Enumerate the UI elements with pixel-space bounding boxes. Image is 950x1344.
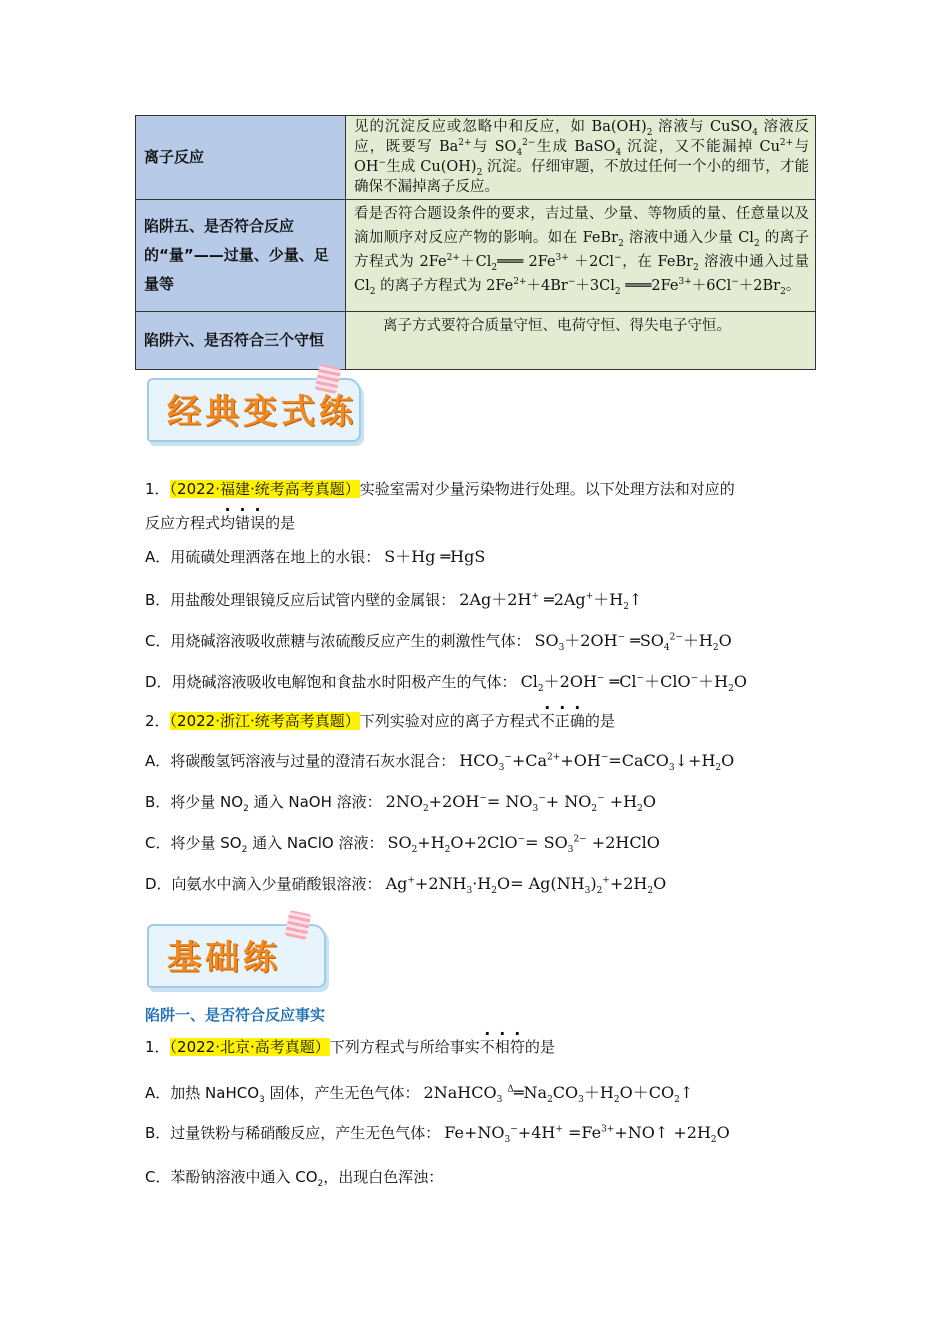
source-tag: （2022·浙江·统考高考真题）: [169, 712, 360, 730]
option-d[interactable]: D．向氨水中滴入少量硝酸银溶液： $Ag^++2NH_3\cdot H_2O= Ag(NH_3)_2^++2H_2O$: [145, 874, 667, 897]
row-content: 见的沉淀反应或忽略中和反应，如 $Ba(OH)_2$ 溶液与 CuSO$_4$ 溶液反应，既要写 $Ba^{2+}$与 $SO_4^{2-}$生成 BaSO$_4$ 沉淀，又不能漏掉 $Cu^{2+}$与 OH−生成 $Cu(OH)_2$ 沉淀。仔细审题，不放过任何一个小的细节，才能确保不漏掉离子反应。: [346, 116, 816, 200]
option-a[interactable]: A．加热 NaHCO$_3$ 固体，产生无色气体： 2NaHCO$_3$ $^\Delta═Na_2CO_3+H_2O+CO_2↑$: [145, 1083, 694, 1106]
source-tag: （2022·北京·高考真题）: [169, 1038, 330, 1056]
option-c[interactable]: C．将少量 $SO_2$ 通入 NaClO 溶液： $SO_2+H_2O+2ClO^-= SO_3^{2-}$ +2HClO: [145, 833, 660, 856]
option-c[interactable]: C．苯酚钠溶液中通入 $CO_2$，出现白色浑浊：: [145, 1168, 444, 1189]
row-label: 陷阱五、是否符合反应的“量”——过量、少量、足量等: [136, 200, 346, 312]
row-label: 离子反应: [136, 116, 346, 200]
question-2-stem: 2．（2022·浙江·统考高考真题）下列实验对应的离子方程式不正确的是: [145, 712, 615, 730]
row-label: 陷阱六、是否符合三个守恒: [136, 312, 346, 370]
option-d[interactable]: D．用烧碱溶液吸收电解饱和食盐水时阳极产生的气体： $Cl_2+2OH^-$ $═Cl^-+ClO^-+H_2O$: [145, 672, 747, 695]
row-content: 离子方式要符合质量守恒、电荷守恒、得失电子守恒。: [346, 312, 816, 370]
banner-title: 经典变式练: [167, 392, 357, 432]
option-c[interactable]: C．用烧碱溶液吸收蔗糖与浓硫酸反应产生的刺激性气体： $SO_3+2OH^-$ $═SO_4^{2-}+H_2O$: [145, 631, 732, 654]
source-tag: （2022·福建·统考高考真题）: [169, 480, 360, 498]
banner-title: 基础练: [167, 938, 281, 978]
section-heading: 陷阱一、是否符合反应事实: [145, 1006, 326, 1024]
question-1-stem: 1．（2022·福建·统考高考真题）实验室需对少量污染物进行处理。以下处理方法和对应的: [145, 480, 735, 498]
banner-basic-practice: [147, 918, 332, 988]
option-a[interactable]: A．用硫磺处理洒落在地上的水银： S＋Hg ═HgS: [145, 547, 486, 566]
table-row: [136, 312, 816, 370]
option-b[interactable]: B．将少量 $NO_2$ 通入 NaOH 溶液： $2NO_2+2OH^-= NO_3^-+ NO_2^- +H_2O$: [145, 792, 656, 815]
question-3-stem: 1．（2022·北京·高考真题）下列方程式与所给事实不相符的是: [145, 1038, 555, 1056]
trap-table: [135, 115, 816, 370]
question-1-stem-cont: 反应方程式均错误的是: [145, 514, 296, 532]
banner-variant-practice: [147, 372, 367, 442]
table-row: [136, 116, 816, 200]
option-a[interactable]: A．将碳酸氢钙溶液与过量的澄清石灰水混合： $HCO_3^-+Ca^{2+}+OH^-=CaCO_3↓+H_2O$: [145, 751, 735, 774]
option-b[interactable]: B．用盐酸处理银镜反应后试管内壁的金属银： 2Ag＋2H+ $═2Ag^++H_2↑$: [145, 590, 643, 613]
option-b[interactable]: B．过量铁粉与稀硝酸反应，产生无色气体： $Fe+NO_3^-+4H^+$ $=Fe^{3+}+NO↑ +2H_2O$: [145, 1123, 730, 1146]
table-row: [136, 200, 816, 312]
row-content: 看是否符合题设条件的要求，吉过量、少量、等物质的量、任意量以及滴加顺序对反应产物的影响。如在 FeBr$_2$ 溶液中通入少量 $Cl_2$ 的离子方程式为 $2Fe^{2+}+Cl_2═══$ $2Fe^{3+} +2Cl^-$，在 FeBr$_2$ 溶液中通入过量 $Cl_2$ 的离子方程式为 $2Fe^{2+}+4Br^-+3Cl_2$ $═══2Fe^{3+}+6Cl^-+2Br_2$。: [346, 200, 816, 312]
